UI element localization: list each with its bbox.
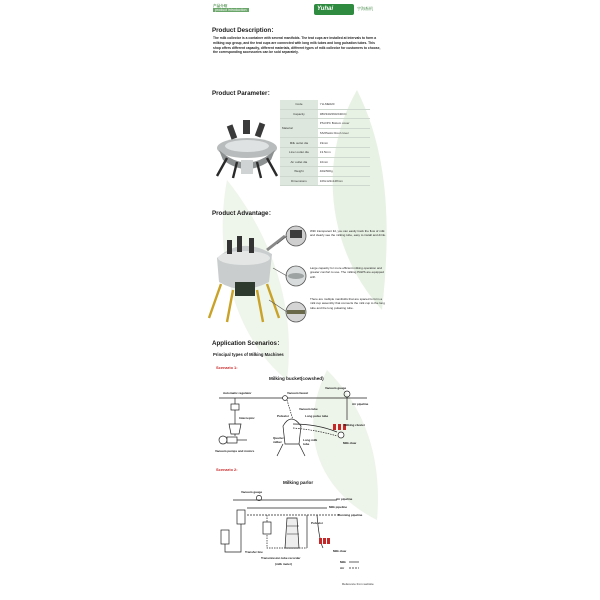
legend-air: Air	[340, 566, 345, 570]
advantage-title: Product Advantage：	[212, 210, 275, 217]
label-pulsator-2: Pulsator	[311, 521, 324, 525]
label-pulsator-1: Pulsator	[277, 414, 290, 418]
label-running-pipeline: Running pipeline	[338, 513, 363, 517]
label-vacuum-pumps: Vacuum pumps and motors	[215, 449, 255, 453]
reference-note: Reference from website	[342, 582, 374, 586]
param-key: Milk outlet dia	[280, 138, 318, 148]
description-title: Product Description：	[212, 27, 278, 34]
param-value: PSU/PC Bottom cover	[318, 119, 370, 129]
label-milk-claw-2: Milk claw	[333, 549, 347, 553]
application-subtitle: Principal types of Milking Machines	[213, 352, 284, 357]
description-text: The milk collector is a container with several manifolds. The teat cups are installed at intervals to form a milking cup group, and the teat cups are connected with long milk tubes and long pulsation tubes. This shop offers different capacity, different materials, different types of milk collector for customers to choose, the corresponding accessories can be sold separately.	[213, 36, 381, 55]
scenario-2-title: Milking parlor	[283, 480, 314, 485]
label-milk-pipeline: Milk pipeline	[329, 505, 348, 509]
application-title: Application Scenarios：	[212, 340, 284, 347]
param-value: 380/340/260/240CC	[318, 109, 370, 119]
scenario-2-diagram	[207, 0, 392, 600]
param-value: 19mm	[318, 138, 370, 148]
advantage-point-3: There are multiple manifolds that are spaced to form a milk cup assembly that connects the milk cup to the long tube and the long pulsating tube.	[310, 297, 385, 310]
label-milk-claw-1: Milk claw	[343, 441, 357, 445]
scenario-1-title: Milking bucket(cowshed)	[269, 376, 324, 381]
label-long-pulse-tube: Long pulse tube	[305, 414, 329, 418]
scenario-2-label: Scenario 2:	[216, 467, 238, 472]
param-value: 10mm	[318, 157, 370, 167]
label-vacuum-gauge-2: Vacuum gauge	[241, 490, 263, 494]
param-key: Dimensions	[280, 176, 318, 186]
label-air-pipeline-2: Air pipeline	[336, 497, 353, 501]
label-milk-meter: (milk meter)	[275, 562, 293, 566]
product-page	[207, 0, 392, 600]
brand-en: product introduction	[215, 8, 247, 12]
label-automatic-regulator: Automatic regulator	[223, 391, 252, 395]
label-air-pipeline-1: Air pipeline	[352, 402, 369, 406]
param-value: 40&/500g	[318, 167, 370, 177]
parameter-title: Product Parameter：	[212, 90, 274, 97]
param-key: Air outlet dia	[280, 157, 318, 167]
label-interceptor: Interceptor	[239, 416, 255, 420]
label-transfer-line: Transfer line	[245, 550, 263, 554]
param-value: 13.5mm	[318, 147, 370, 157]
advantage-point-1: With transparent lid, you can easily track the flow of milk and clearly see the milking tube, easy to install and drink.	[310, 229, 386, 238]
brand-cn: 产品介绍	[213, 4, 228, 8]
param-key: Weight	[280, 167, 318, 177]
label-milking-cluster: Milking cluster	[344, 423, 366, 427]
param-key: Code	[280, 100, 318, 109]
param-value: SS/Plastic Roof cover	[318, 128, 370, 138]
label-transmission-recorder: Transmission tube recorder	[261, 556, 301, 560]
param-key: Liner outlet dia	[280, 147, 318, 157]
label-vacuum-tube: Vacuum tube	[299, 407, 318, 411]
label-vacuum-gauge-1: Vacuum gauge	[325, 386, 347, 390]
param-value: 106x122x128mm	[318, 176, 370, 186]
label-quarter-milker: Quarter milker	[273, 436, 284, 444]
scenario-1-label: Scenario 1:	[216, 365, 238, 370]
advantage-point-2: Large capacity for more efficient milking operation and greater comfort to use. The milking PAWS are equipped with	[310, 266, 384, 279]
logo-text: Yuhai	[317, 6, 334, 12]
label-vacuum-faucet: Vacuum faucet	[287, 391, 309, 395]
param-value: YH-ME020	[318, 100, 370, 109]
param-key: Material	[280, 119, 318, 138]
label-long-milk-tube: Long milk tube	[303, 438, 318, 446]
param-key: Capacity	[280, 109, 318, 119]
logo-cn: 宇海畜机	[357, 6, 373, 11]
legend-milk: Milk	[340, 560, 346, 564]
